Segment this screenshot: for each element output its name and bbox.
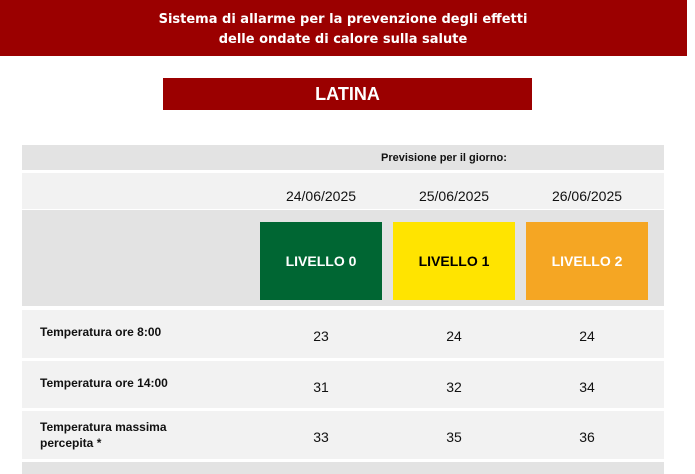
header-title-line-2: delle ondate di calore sulla salute — [218, 32, 468, 47]
header-edge — [687, 0, 695, 56]
page-header — [0, 0, 695, 56]
row-3-day-2-value: 35 — [446, 429, 462, 445]
day-1-date: 24/06/2025 — [285, 188, 357, 204]
city-title: LATINA — [163, 78, 532, 110]
day-1-level-badge: LIVELLO 0 — [260, 222, 382, 300]
row-2-day-3-value: 34 — [579, 379, 595, 395]
row-3-day-1-value: 33 — [313, 429, 329, 445]
table-band-footer — [22, 462, 664, 474]
row-1-day-3-value: 24 — [579, 328, 595, 344]
table-band-forecast — [22, 145, 664, 170]
day-3-level-badge: LIVELLO 2 — [526, 222, 648, 300]
day-2-date: 25/06/2025 — [418, 188, 490, 204]
row-3-day-3-value: 36 — [579, 429, 595, 445]
row-3-label-line-1: Temperatura massima — [40, 420, 167, 434]
row-1-day-1-value: 23 — [313, 328, 329, 344]
row-2-day-1-value: 31 — [313, 379, 329, 395]
day-2-level-badge: LIVELLO 1 — [393, 222, 515, 300]
forecast-label: Previsione per il giorno: — [381, 152, 507, 164]
row-1-day-2-value: 24 — [446, 328, 462, 344]
header-title-line-1: Sistema di allarme per la prevenzione degli effetti — [158, 12, 528, 27]
row-2-day-2-value: 32 — [446, 379, 462, 395]
row-1-label: Temperatura ore 8:00 — [40, 325, 162, 339]
day-3-date: 26/06/2025 — [551, 188, 623, 204]
row-3-label-line-2: percepita * — [40, 436, 102, 450]
row-2-label: Temperatura ore 14:00 — [40, 376, 168, 390]
